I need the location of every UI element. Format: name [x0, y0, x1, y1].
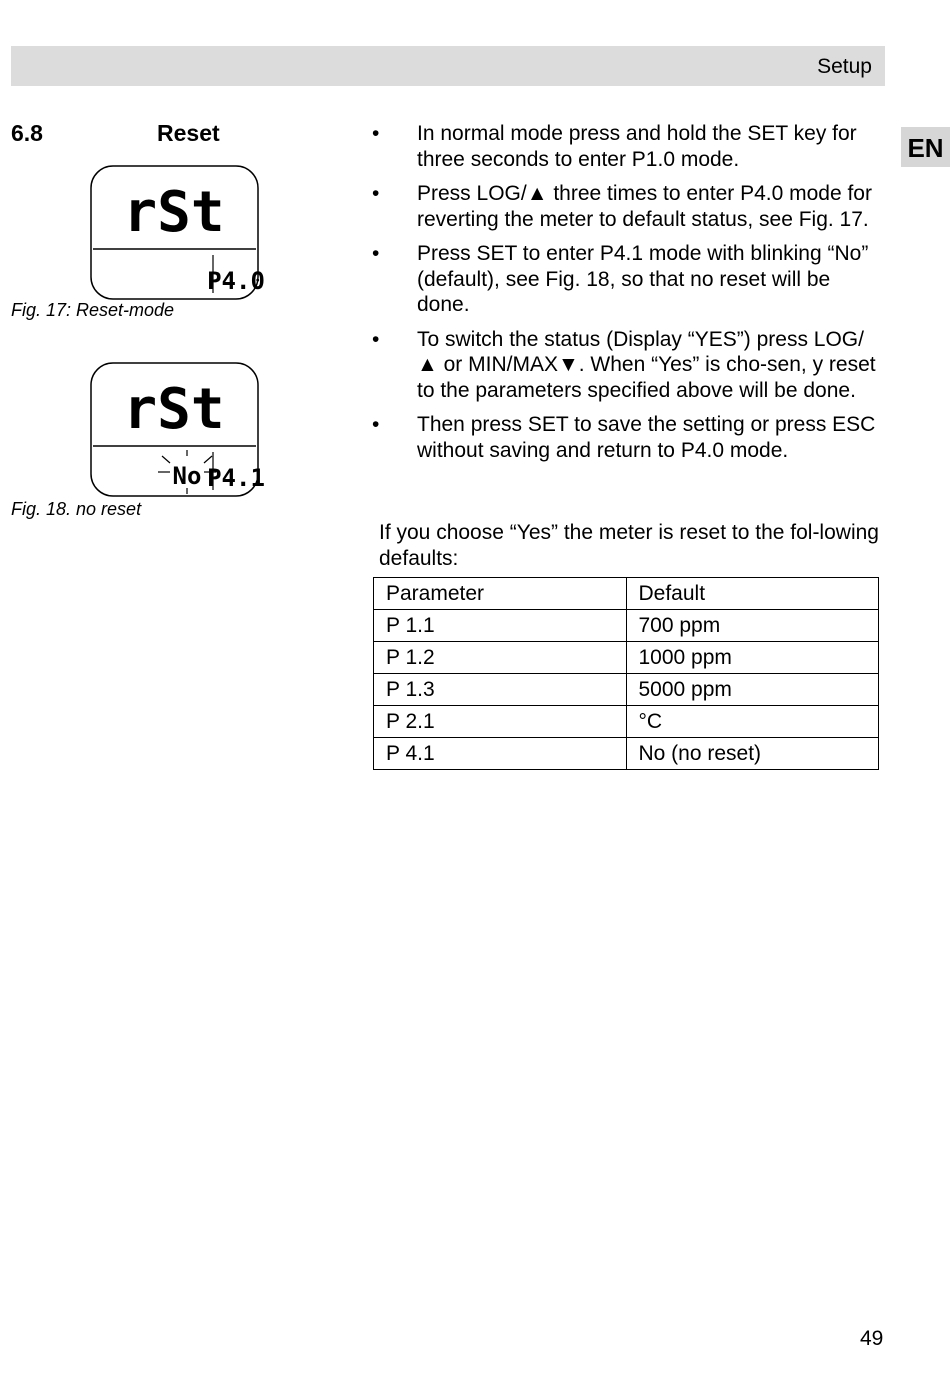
header-bar — [11, 46, 885, 86]
defaults-intro-paragraph: If you choose “Yes” the meter is reset to the fol-lowing defaults: — [379, 521, 879, 570]
lcd-display-fig18 — [90, 362, 265, 497]
list-item — [372, 181, 882, 232]
table-row — [374, 738, 879, 770]
table-cell: 700 ppm — [626, 610, 879, 642]
lcd-main-text: rSt — [123, 377, 225, 442]
page-number: 49 — [860, 1327, 884, 1350]
table-cell: P 2.1 — [374, 706, 627, 738]
table-header-row — [374, 578, 879, 610]
table-row — [374, 706, 879, 738]
lcd-main-text: rSt — [123, 180, 225, 245]
table-cell: P 1.3 — [374, 674, 627, 706]
language-tab: EN — [901, 127, 950, 167]
list-item-text: Press LOG/▲ three times to enter P4.0 mode for reverting the meter to default status, see Fig. 17. — [417, 182, 872, 231]
instruction-list — [372, 121, 882, 472]
table-row — [374, 674, 879, 706]
list-item-text: Then press SET to save the setting or press ESC without saving and return to P4.0 mode. — [417, 413, 876, 462]
table-cell: P 1.2 — [374, 642, 627, 674]
table-row — [374, 642, 879, 674]
table-cell: 1000 ppm — [626, 642, 879, 674]
section-title: Reset — [157, 120, 220, 146]
bullet-icon: • — [372, 122, 380, 145]
lcd-param-text: P4.0 — [207, 267, 265, 295]
list-item-text: To switch the status (Display “YES”) press LOG/▲ or MIN/MAX▼. When “Yes” is cho-sen, y reset to the parameters specified above will be done. — [417, 327, 876, 402]
list-item — [372, 241, 882, 318]
table-cell: P 4.1 — [374, 738, 627, 770]
table-cell: °C — [626, 706, 879, 738]
list-item — [372, 121, 882, 172]
table-row — [374, 610, 879, 642]
bullet-icon: • — [372, 242, 380, 265]
bullet-icon: • — [372, 413, 380, 436]
table-cell: 5000 ppm — [626, 674, 879, 706]
list-item-text: In normal mode press and hold the SET key for three seconds to enter P1.0 mode. — [417, 122, 857, 171]
table-cell: No (no reset) — [626, 738, 879, 770]
list-item-text: Press SET to enter P4.1 mode with blinking “No” (default), see Fig. 18, so that no reset will be done. — [417, 242, 869, 316]
table-header-cell: Default — [626, 578, 879, 610]
figure-caption: Fig. 17: Reset-mode — [11, 300, 175, 320]
list-item — [372, 327, 882, 404]
bullet-icon: • — [372, 327, 380, 351]
table-header-cell: Parameter — [374, 578, 627, 610]
list-item — [372, 412, 882, 463]
defaults-table — [373, 577, 879, 770]
bullet-icon: • — [372, 182, 380, 205]
lcd-display-fig17 — [90, 165, 265, 300]
header-title: Setup — [817, 55, 872, 78]
figure-caption: Fig. 18. no reset — [11, 499, 142, 519]
lcd-param-text: P4.1 — [207, 464, 265, 492]
lcd-status-text: No — [172, 462, 202, 490]
table-cell: P 1.1 — [374, 610, 627, 642]
section-number: 6.8 — [11, 120, 43, 146]
